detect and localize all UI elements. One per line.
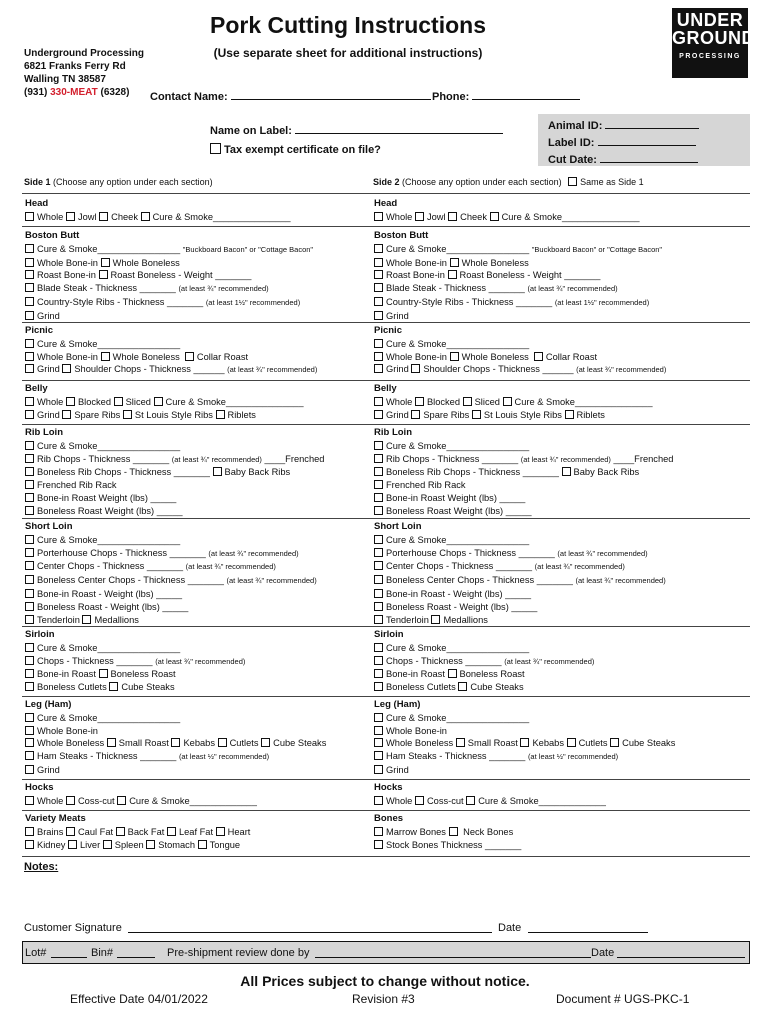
phone-suffix: (6328)	[97, 87, 130, 98]
animal-id-line[interactable]	[605, 117, 699, 129]
phone-prefix: (931)	[24, 87, 51, 98]
checkbox[interactable]	[101, 258, 110, 267]
leg-section: Leg (Ham) Cure & Smoke________________ Whole Bone-in Whole Boneless Small Roast Kebabs Cutlets Cube Steaks Ham Steaks - Thickness _______ (at least ½" recommended) Grind	[25, 699, 327, 775]
company-city: Walling TN 38587	[24, 74, 106, 85]
checkbox[interactable]	[25, 561, 34, 570]
checkbox[interactable]	[431, 615, 440, 624]
divider	[22, 226, 750, 227]
head-section: Head Whole Jowl Cheek Cure & Smoke_______________	[374, 198, 640, 222]
checkbox[interactable]	[415, 397, 424, 406]
checkbox[interactable]	[171, 738, 180, 747]
checkbox[interactable]	[25, 796, 34, 805]
divider	[22, 380, 750, 381]
checkbox[interactable]	[68, 840, 77, 849]
checkbox[interactable]	[374, 765, 383, 774]
checkbox[interactable]	[411, 410, 420, 419]
checkbox[interactable]	[66, 397, 75, 406]
sirloin-section: Sirloin Cure & Smoke________________ Chops - Thickness _______ (at least ¾" recommended) Bone-in Roast Boneless Roast Boneless Cutlets Cube Steaks	[374, 629, 595, 693]
checkbox[interactable]	[374, 212, 383, 221]
checkbox[interactable]	[374, 270, 383, 279]
checkbox[interactable]	[610, 738, 619, 747]
checkbox[interactable]	[374, 410, 383, 419]
side2-header	[373, 177, 644, 187]
checkbox[interactable]	[25, 765, 34, 774]
checkbox[interactable]	[466, 796, 475, 805]
checkbox[interactable]	[374, 244, 383, 253]
checkbox[interactable]	[25, 270, 34, 279]
checkbox[interactable]	[99, 212, 108, 221]
checkbox[interactable]	[114, 397, 123, 406]
company-logo	[672, 8, 755, 78]
checkbox[interactable]	[374, 493, 383, 502]
logo-line-3: PROCESSING	[679, 53, 741, 60]
boston-butt-section: Boston Butt Cure & Smoke________________ "Buckboard Bacon" or "Cottage Bacon" Whole Bone-in Whole Boneless Roast Bone-in Roast Boneless - Weight _______ Blade Steak - Thickness _______ (at least ¾" recommended) Country-Style Ribs - Thickness _______ (at least 1½" recommended) Grind	[25, 230, 314, 321]
divider	[22, 810, 750, 811]
picnic-section: Picnic Cure & Smoke________________ Whole Bone-in Whole Boneless Collar Roast Grind Shoulder Chops - Thickness ______ (at least ¾" recommended)	[25, 325, 318, 375]
checkbox[interactable]	[185, 352, 194, 361]
checkbox[interactable]	[374, 352, 383, 361]
contact-label: Contact Name:	[150, 91, 228, 103]
checkbox[interactable]	[25, 575, 34, 584]
logo-line-1: UNDER	[676, 10, 744, 30]
checkbox[interactable]	[25, 506, 34, 515]
checkbox[interactable]	[101, 352, 110, 361]
checkbox[interactable]	[25, 258, 34, 267]
checkbox[interactable]	[374, 751, 383, 760]
tax-exempt-label: Tax exempt certificate on file?	[224, 144, 381, 156]
checkbox[interactable]	[62, 410, 71, 419]
bones-section: Bones Marrow Bones Neck Bones Stock Bones Thickness _______	[374, 813, 522, 850]
checkbox[interactable]	[374, 656, 383, 665]
checkbox[interactable]	[99, 270, 108, 279]
checkbox[interactable]	[450, 352, 459, 361]
date-label: Date	[498, 922, 522, 934]
checkbox[interactable]	[374, 738, 383, 747]
checkbox[interactable]	[534, 352, 543, 361]
divider	[22, 696, 750, 697]
phone-red: 330-MEAT	[50, 87, 98, 98]
divider	[22, 193, 750, 194]
checkbox[interactable]	[25, 615, 34, 624]
checkbox[interactable]	[450, 258, 459, 267]
short-loin-section: Short Loin Cure & Smoke________________ Porterhouse Chops - Thickness _______ (at least ¾" recommended) Center Chops - Thickness _______ (at least ¾" recommended) Boneless Center Chops - Thickness _______ (at least ¾" recommended) Bone-in Roast - Weight (lbs) _____ Boneless Roast - Weight (lbs) _____ Tenderloin Medallions	[374, 521, 666, 625]
checkbox[interactable]	[25, 738, 34, 747]
tax-exempt-checkbox[interactable]	[210, 143, 221, 154]
checkbox[interactable]	[25, 827, 34, 836]
checkbox[interactable]	[154, 397, 163, 406]
boston-butt-section: Boston Butt Cure & Smoke________________ "Buckboard Bacon" or "Cottage Bacon" Whole Bone-in Whole Boneless Roast Bone-in Roast Boneless - Weight _______ Blade Steak - Thickness _______ (at least ¾" recommended) Country-Style Ribs - Thickness _______ (at least 1½" recommended) Grind	[374, 230, 663, 321]
customer-signature-label: Customer Signature	[24, 922, 122, 934]
checkbox[interactable]	[374, 548, 383, 557]
page-title: Pork Cutting Instructions	[210, 12, 486, 38]
checkbox[interactable]	[25, 454, 34, 463]
checkbox[interactable]	[25, 535, 34, 544]
checkbox[interactable]	[374, 535, 383, 544]
checkbox[interactable]	[25, 467, 34, 476]
checkbox[interactable]	[490, 212, 499, 221]
checkbox[interactable]	[374, 506, 383, 515]
checkbox[interactable]	[448, 270, 457, 279]
checkbox[interactable]	[374, 397, 383, 406]
checkbox[interactable]	[167, 827, 176, 836]
company-street: 6821 Franks Ferry Rd	[24, 61, 126, 72]
cut-date-field[interactable]	[548, 151, 698, 166]
animal-id-label: Animal ID:	[548, 120, 603, 132]
checkbox[interactable]	[25, 212, 34, 221]
checkbox[interactable]	[109, 682, 118, 691]
checkbox[interactable]	[213, 467, 222, 476]
name-on-label-line[interactable]	[295, 122, 503, 134]
checkbox[interactable]	[25, 589, 34, 598]
review-line[interactable]	[315, 957, 591, 958]
side1-title: Side 1	[24, 177, 51, 187]
checkbox[interactable]	[216, 410, 225, 419]
checkbox[interactable]	[374, 454, 383, 463]
company-address	[24, 47, 144, 99]
checkbox[interactable]	[107, 738, 116, 747]
checkbox[interactable]	[25, 352, 34, 361]
checkbox[interactable]	[66, 827, 75, 836]
lot-bin-box	[22, 941, 750, 964]
divider	[22, 424, 750, 425]
effective-date: Effective Date 04/01/2022	[70, 992, 208, 1006]
checkbox[interactable]	[25, 656, 34, 665]
page-subtitle: (Use separate sheet for additional instructions)	[213, 46, 483, 60]
checkbox[interactable]	[374, 575, 383, 584]
checkbox[interactable]	[415, 212, 424, 221]
checkbox[interactable]	[374, 602, 383, 611]
belly-section: Belly Whole Blocked Sliced Cure & Smoke_______________ Grind Spare Ribs St Louis Style Ribs Riblets	[374, 383, 653, 420]
tax-exempt-field[interactable]	[210, 143, 381, 156]
checkbox[interactable]	[82, 615, 91, 624]
side1-header	[24, 177, 213, 187]
checkbox[interactable]	[374, 827, 383, 836]
lot-line[interactable]	[51, 957, 87, 958]
hocks-section: Hocks Whole Coss-cut Cure & Smoke_____________	[374, 782, 606, 806]
checkbox[interactable]	[25, 339, 34, 348]
checkbox[interactable]	[448, 669, 457, 678]
sirloin-section: Sirloin Cure & Smoke________________ Chops - Thickness _______ (at least ¾" recommended) Bone-in Roast Boneless Roast Boneless Cutlets Cube Steaks	[25, 629, 246, 693]
picnic-section: Picnic Cure & Smoke________________ Whole Bone-in Whole Boneless Collar Roast Grind Shoulder Chops - Thickness ______ (at least ¾" recommended)	[374, 325, 667, 375]
review-label: Pre-shipment review done by	[167, 947, 310, 959]
checkbox[interactable]	[456, 738, 465, 747]
checkbox[interactable]	[66, 796, 75, 805]
checkbox[interactable]	[25, 244, 34, 253]
side2-note: (Choose any option under each section)	[402, 177, 562, 187]
contact-name-line[interactable]	[231, 88, 431, 100]
contact-name-field[interactable]	[150, 88, 431, 103]
checkbox[interactable]	[374, 297, 383, 306]
checkbox[interactable]	[25, 643, 34, 652]
company-name: Underground Processing	[24, 48, 145, 59]
checkbox[interactable]	[25, 397, 34, 406]
checkbox[interactable]	[374, 840, 383, 849]
section-title: Head	[25, 198, 49, 209]
checkbox[interactable]	[218, 738, 227, 747]
checkbox[interactable]	[374, 713, 383, 722]
checkbox[interactable]	[374, 339, 383, 348]
checkbox[interactable]	[449, 827, 458, 836]
checkbox[interactable]	[565, 410, 574, 419]
date-line[interactable]	[528, 932, 648, 933]
phone-field[interactable]	[432, 88, 580, 103]
checkbox[interactable]	[25, 364, 34, 373]
divider	[22, 856, 750, 857]
checkbox[interactable]	[62, 364, 71, 373]
divider	[22, 779, 750, 780]
checkbox[interactable]	[25, 441, 34, 450]
checkbox[interactable]	[25, 283, 34, 292]
checkbox[interactable]	[261, 738, 270, 747]
checkbox[interactable]	[25, 669, 34, 678]
label-id-label: Label ID:	[548, 137, 595, 149]
date2-line[interactable]	[617, 957, 745, 958]
checkbox[interactable]	[25, 311, 34, 320]
head-section: Head Whole Jowl Cheek Cure & Smoke_______________	[25, 198, 370, 224]
document-number: Document # UGS-PKC-1	[556, 992, 690, 1006]
checkbox[interactable]	[374, 643, 383, 652]
checkbox[interactable]	[374, 589, 383, 598]
checkbox[interactable]	[25, 602, 34, 611]
checkbox[interactable]	[503, 397, 512, 406]
checkbox[interactable]	[374, 726, 383, 735]
checkbox[interactable]	[198, 840, 207, 849]
cut-date-label: Cut Date:	[548, 154, 597, 166]
checkbox[interactable]	[103, 840, 112, 849]
checkbox[interactable]	[562, 467, 571, 476]
checkbox[interactable]	[25, 840, 34, 849]
checkbox[interactable]	[25, 548, 34, 557]
checkbox[interactable]	[415, 796, 424, 805]
belly-section: Belly Whole Blocked Sliced Cure & Smoke_______________ Grind Spare Ribs St Louis Style Ribs Riblets	[25, 383, 304, 420]
checkbox[interactable]	[520, 738, 529, 747]
checkbox[interactable]	[374, 796, 383, 805]
checkbox[interactable]	[25, 751, 34, 760]
same-as-side1-label: Same as Side 1	[580, 177, 644, 187]
same-as-side1-checkbox[interactable]	[568, 177, 577, 186]
checkbox[interactable]	[25, 713, 34, 722]
lot-label: Lot#	[25, 947, 47, 959]
checkbox[interactable]	[374, 682, 383, 691]
checkbox[interactable]	[25, 682, 34, 691]
phone-line[interactable]	[472, 88, 580, 100]
checkbox[interactable]	[216, 827, 225, 836]
phone-label: Phone:	[432, 91, 470, 103]
name-on-label-text: Name on Label:	[210, 125, 292, 137]
checkbox[interactable]	[116, 827, 125, 836]
rib-loin-section: Rib Loin Cure & Smoke________________ Rib Chops - Thickness _______ (at least ¾" recommended) ____Frenched Boneless Rib Chops - Thickness _______ Baby Back Ribs Frenched Rib Rack Bone-in Roast Weight (lbs) _____ Boneless Roast Weight (lbs) _____	[374, 427, 674, 516]
company-phone	[24, 86, 144, 99]
hocks-section: Hocks Whole Coss-cut Cure & Smoke_____________	[25, 782, 257, 806]
checkbox[interactable]	[374, 561, 383, 570]
checkbox[interactable]	[567, 738, 576, 747]
checkbox[interactable]	[374, 615, 383, 624]
date2-label: Date	[591, 947, 615, 959]
customer-signature-line[interactable]	[128, 932, 492, 933]
label-id-field[interactable]	[548, 134, 696, 149]
leg-section: Leg (Ham) Cure & Smoke________________ Whole Bone-in Whole Boneless Small Roast Kebabs Cutlets Cube Steaks Ham Steaks - Thickness _______ (at least ½" recommended) Grind	[374, 699, 676, 775]
checkbox[interactable]	[374, 467, 383, 476]
bin-label: Bin#	[91, 947, 114, 959]
checkbox[interactable]	[374, 311, 383, 320]
checkbox[interactable]	[448, 212, 457, 221]
variety-meats-section: Variety Meats Brains Caul Fat Back Fat Leaf Fat Heart Kidney Liver Spleen Stomach Tongue	[25, 813, 251, 850]
notes-label: Notes:	[24, 861, 59, 873]
checkbox[interactable]	[374, 669, 383, 678]
animal-id-field[interactable]	[548, 117, 699, 132]
checkbox[interactable]	[117, 796, 126, 805]
cut-date-line[interactable]	[600, 151, 698, 163]
checkbox[interactable]	[25, 493, 34, 502]
checkbox[interactable]	[463, 397, 472, 406]
checkbox[interactable]	[374, 258, 383, 267]
label-id-line[interactable]	[598, 134, 696, 146]
checkbox[interactable]	[99, 669, 108, 678]
checkbox[interactable]	[66, 212, 75, 221]
name-on-label-field[interactable]	[210, 122, 503, 137]
checkbox[interactable]	[25, 726, 34, 735]
revision: Revision #3	[352, 992, 415, 1006]
divider	[22, 518, 750, 519]
checkbox[interactable]	[141, 212, 150, 221]
rib-loin-section: Rib Loin Cure & Smoke________________ Rib Chops - Thickness _______ (at least ¾" recommended) ____Frenched Boneless Rib Chops - Thickness _______ Baby Back Ribs Frenched Rib Rack Bone-in Roast Weight (lbs) _____ Boneless Roast Weight (lbs) _____	[25, 427, 325, 516]
checkbox[interactable]	[374, 364, 383, 373]
checkbox[interactable]	[146, 840, 155, 849]
logo-line-2: GROUND	[672, 28, 755, 48]
checkbox[interactable]	[25, 410, 34, 419]
checkbox[interactable]	[25, 297, 34, 306]
short-loin-section: Short Loin Cure & Smoke________________ Porterhouse Chops - Thickness _______ (at least ¾" recommended) Center Chops - Thickness _______ (at least ¾" recommended) Boneless Center Chops - Thickness _______ (at least ¾" recommended) Bone-in Roast - Weight (lbs) _____ Boneless Roast - Weight (lbs) _____ Tenderloin Medallions	[25, 521, 317, 625]
side1-note: (Choose any option under each section)	[53, 177, 213, 187]
bin-line[interactable]	[117, 957, 155, 958]
checkbox[interactable]	[374, 480, 383, 489]
checkbox[interactable]	[25, 480, 34, 489]
price-notice: All Prices subject to change without notice.	[240, 973, 530, 989]
checkbox[interactable]	[472, 410, 481, 419]
checkbox[interactable]	[123, 410, 132, 419]
side2-title: Side 2	[373, 177, 400, 187]
checkbox[interactable]	[411, 364, 420, 373]
checkbox[interactable]	[374, 441, 383, 450]
checkbox[interactable]	[374, 283, 383, 292]
checkbox[interactable]	[458, 682, 467, 691]
id-box	[538, 114, 750, 166]
